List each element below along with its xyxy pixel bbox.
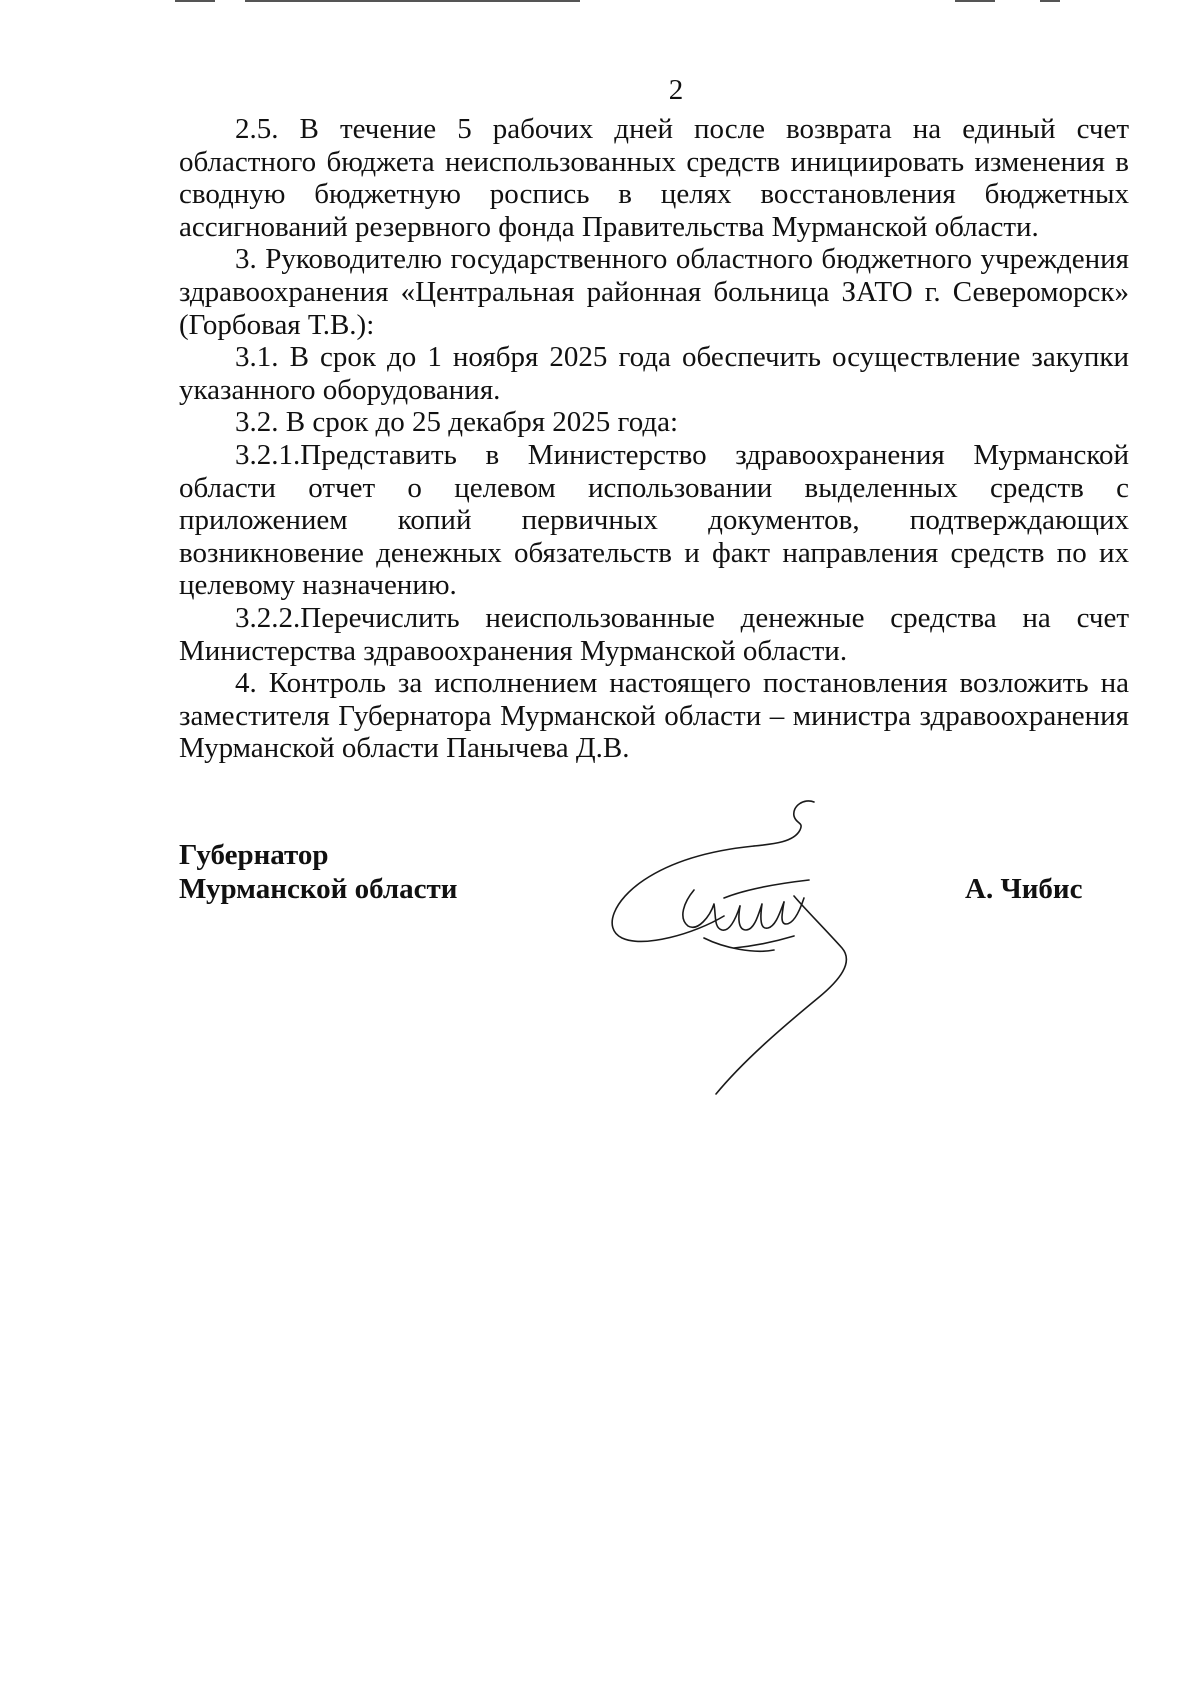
signature-block — [179, 838, 1129, 1098]
signatory-title — [179, 838, 457, 906]
signatory-title-line1: Губернатор — [179, 839, 329, 871]
handwritten-signature-icon — [604, 798, 864, 1098]
document-body — [179, 113, 1129, 765]
paragraph-4: 4. Контроль за исполнением настоящего постановления возложить на заместителя Губернатора Мурманской области – министра здравоохранения Мурманской области Панычева Д.В. — [179, 667, 1129, 765]
page-number: 2 — [668, 74, 684, 106]
paragraph-2-5: 2.5. В течение 5 рабочих дней после возврата на единый счет областного бюджета неиспользованных средств инициировать изменения в сводную бюджетную роспись в целях восстановления бюджетных ассигнований резервного фонда Правительства Мурманской области. — [179, 113, 1129, 243]
paragraph-3-2-2: 3.2.2.Перечислить неиспользованные денежные средства на счет Министерства здравоохранения Мурманской области. — [179, 601, 1129, 667]
signatory-title-line2: Мурманской области — [179, 873, 458, 905]
paragraph-3-2-1: 3.2.1.Представить в Министерство здравоохранения Мурманской области отчет о целевом использовании выделенных средств с приложением копий первичных документов, подтверждающих возникновение денежных обязательств и факт направления средств по их целевому назначению. — [179, 438, 1129, 602]
scan-edge-marks — [0, 0, 1200, 6]
signatory-name: А. Чибис — [965, 873, 1083, 905]
paragraph-3-1: 3.1. В срок до 1 ноября 2025 года обеспечить осуществление закупки указанного оборудования. — [179, 341, 1129, 406]
paragraph-3: 3. Руководителю государственного областного бюджетного учреждения здравоохранения «Центральная районная больница ЗАТО г. Североморск» (Горбовая Т.В.): — [179, 243, 1129, 341]
paragraph-3-2: 3.2. В срок до 25 декабря 2025 года: — [235, 406, 679, 439]
